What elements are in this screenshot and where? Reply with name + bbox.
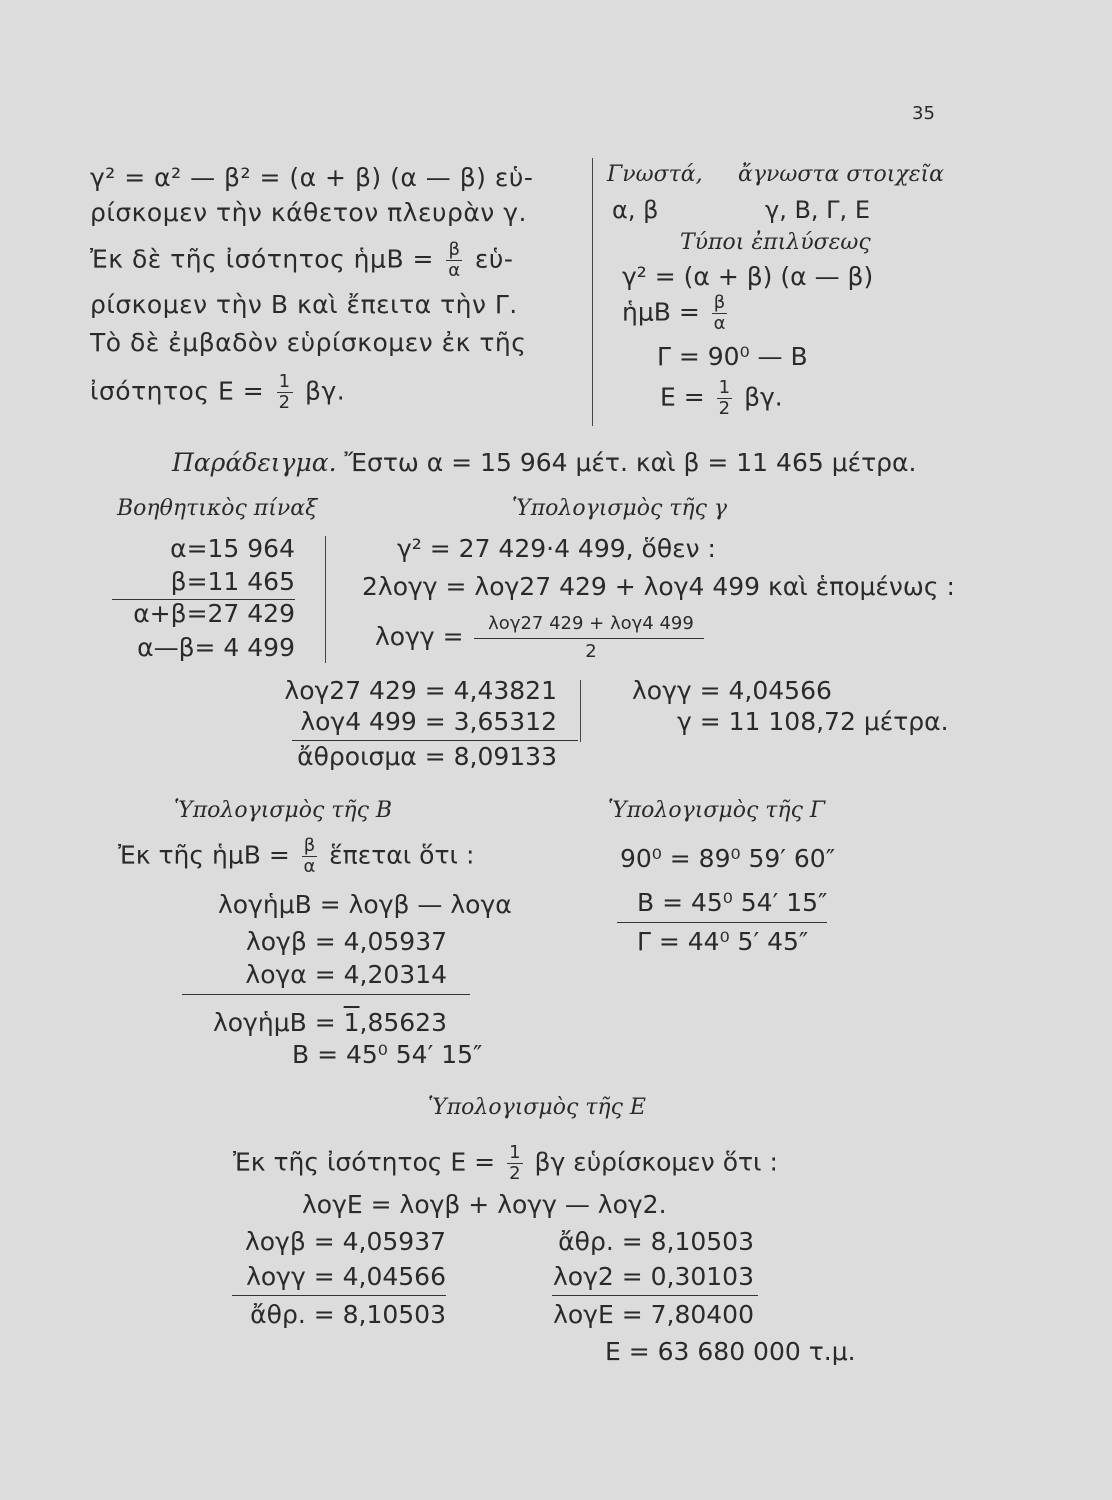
- calc-B-line-1-pre: Ἐκ τῆς ἡμΒ =: [118, 840, 290, 870]
- calc-E-log-E: λογΕ = 7,80400: [553, 1300, 754, 1329]
- calc-E-line-1-pre: Ἐκ τῆς ἰσότητος Ε =: [233, 1147, 496, 1177]
- example-label: Παράδειγμα.: [172, 448, 337, 477]
- fraction-den: 2: [278, 391, 291, 413]
- fraction-num: 1: [509, 1142, 521, 1163]
- known-header: Γνωστά,: [607, 162, 703, 187]
- calc-E-right-rule: [552, 1295, 758, 1296]
- calc-E-left-sum: ἄθρ. = 8,10503: [250, 1300, 446, 1329]
- calc-E-log-2: λογ2 = 0,30103: [552, 1262, 754, 1291]
- fraction-den: α: [448, 259, 461, 281]
- calc-B-title: Ὑπολογισμὸς τῆς Β: [174, 798, 393, 823]
- calc-B-result: Β = 45⁰ 54′ 15″: [292, 1040, 483, 1069]
- calc-E-line-1: [233, 1143, 778, 1184]
- log-sum-rule: [292, 740, 578, 741]
- calc-E-log-beta: λογβ = 4,05937: [244, 1227, 446, 1256]
- calc-B-line-1-post: ἕπεται ὅτι :: [329, 840, 475, 870]
- formula-sinB: [622, 293, 731, 334]
- calc-B-log-sinB: [213, 1008, 447, 1037]
- formula-area-pre: Ε =: [660, 382, 705, 412]
- calc-gamma-fraction-denominator: 2: [585, 641, 597, 662]
- fraction-one-half: [507, 1143, 522, 1184]
- paragraph-line-3-post: εὑ-: [474, 244, 514, 274]
- calc-B-log-alpha: λογα = 4,20314: [245, 960, 447, 989]
- column-divider: [592, 158, 593, 426]
- aux-row-diff: α—β= 4 499: [137, 633, 295, 662]
- calc-gamma-title: Ὑπολογισμὸς τῆς γ: [512, 496, 728, 521]
- fraction-one-half: [277, 372, 293, 413]
- fraction-den: 2: [509, 1162, 521, 1184]
- paragraph-line-5: Τὸ δὲ ἐμβαδὸν εὑρίσκομεν ἐκ τῆς: [90, 328, 527, 357]
- fraction-beta-alpha: [302, 836, 318, 877]
- fraction-num: β: [303, 835, 316, 856]
- formula-area: [660, 378, 783, 419]
- aux-row-beta: β=11 465: [170, 567, 295, 596]
- calc-E-log-gamma: λογγ = 4,04566: [246, 1262, 446, 1291]
- paragraph-line-2: ρίσκομεν τὴν κάθετον πλευρὰν γ.: [90, 198, 527, 227]
- formula-sinB-pre: ἡμΒ =: [622, 297, 700, 327]
- formula-area-post: βγ.: [744, 382, 783, 412]
- paragraph-line-1: γ² = α² — β² = (α + β) (α — β) εὑ-: [90, 163, 534, 192]
- fraction-num: 1: [718, 377, 731, 398]
- log-gamma-result: λογγ = 4,04566: [632, 676, 832, 705]
- paragraph-line-6-post: βγ.: [305, 376, 346, 406]
- log-4499: λογ4 499 = 3,65312: [300, 707, 557, 736]
- calc-gamma-line-3-pre: λογγ =: [375, 622, 464, 651]
- fraction-num: 1: [278, 371, 291, 392]
- aux-table-title: Βοηθητικὸς πίναξ: [117, 496, 318, 521]
- calc-Gamma-rule: [617, 922, 827, 923]
- calc-B-line-1: [118, 836, 474, 877]
- calc-B-log-beta: λογβ = 4,05937: [245, 927, 447, 956]
- log-27429: λογ27 429 = 4,43821: [284, 676, 557, 705]
- calc-B-log-sinB-pre: λογἡμΒ =: [212, 1008, 336, 1037]
- calc-gamma-fraction-numerator: λογ27 429 + λογ4 499: [488, 613, 694, 634]
- fraction-num: β: [713, 292, 726, 313]
- fraction-den: α: [303, 855, 316, 877]
- formula-Gamma: Γ = 90⁰ — Β: [657, 342, 808, 371]
- calc-gamma-fraction-bar: [474, 638, 704, 639]
- fraction-den: α: [713, 312, 726, 334]
- aux-divider: [325, 536, 326, 663]
- paragraph-line-6-pre: ἰσότητος Ε =: [90, 376, 265, 406]
- calc-E-result: Ε = 63 680 000 τ.μ.: [605, 1337, 856, 1366]
- calc-Gamma-result: Γ = 44⁰ 5′ 45″: [637, 927, 809, 956]
- fraction-beta-alpha: [446, 240, 462, 281]
- aux-row-sum: α+β=27 429: [133, 599, 295, 628]
- paragraph-line-4: ρίσκομεν τὴν Β καὶ ἔπειτα τὴν Γ.: [90, 290, 518, 319]
- example-text: Ἔστω α = 15 964 μέτ. καὶ β = 11 465 μέτρα.: [344, 448, 917, 477]
- calc-B-line-2: λογἡμΒ = λογβ — λογα: [218, 890, 512, 919]
- log-sum: ἄθροισμα = 8,09133: [297, 742, 557, 771]
- calc-E-sum: ἄθρ. = 8,10503: [558, 1227, 754, 1256]
- gamma-result: γ = 11 108,72 μέτρα.: [677, 707, 949, 736]
- page-number: 35: [912, 103, 935, 124]
- known-values: α, β: [612, 196, 659, 224]
- calc-B-log-sinB-mantissa: ,85623: [359, 1008, 447, 1037]
- fraction-beta-alpha: [712, 293, 728, 334]
- calc-Gamma-title: Ὑπολογισμὸς τῆς Γ: [608, 798, 826, 823]
- paragraph-line-3: [90, 240, 513, 281]
- calc-E-left-rule: [232, 1295, 446, 1296]
- calc-B-log-sinB-characteristic: 1: [343, 1008, 360, 1037]
- formulas-title: Τύποι ἐπιλύσεως: [680, 230, 871, 255]
- paragraph-line-3-pre: Ἐκ δὲ τῆς ἰσότητος ἡμΒ =: [90, 244, 434, 274]
- calc-Gamma-line-2: Β = 45⁰ 54′ 15″: [637, 888, 828, 917]
- calc-B-rule: [182, 994, 470, 995]
- unknown-values: γ, Β, Γ, Ε: [765, 196, 870, 224]
- calc-E-line-2: λογΕ = λογβ + λογγ — λογ2.: [302, 1190, 667, 1219]
- unknown-header: ἄγνωστα στοιχεῖα: [738, 162, 945, 187]
- paragraph-line-6: [90, 372, 345, 413]
- fraction-num: β: [448, 239, 461, 260]
- calc-gamma-line-2: 2λογγ = λογ27 429 + λογ4 499 καὶ ἑπομένως :: [362, 572, 955, 601]
- formula-gamma-squared: γ² = (α + β) (α — β): [622, 262, 874, 291]
- example-line: [172, 448, 916, 477]
- aux-row-alpha: α=15 964: [170, 534, 295, 563]
- calc-gamma-line-1: γ² = 27 429·4 499, ὅθεν :: [397, 534, 716, 563]
- calc-E-line-1-post: βγ εὑρίσκομεν ὅτι :: [534, 1147, 778, 1177]
- calc-E-title: Ὑπολογισμὸς τῆς Ε: [428, 1095, 646, 1120]
- fraction-den: 2: [718, 397, 731, 419]
- calc-gamma-divider: [580, 680, 581, 742]
- fraction-one-half: [717, 378, 732, 419]
- calc-Gamma-line-1: 90⁰ = 89⁰ 59′ 60″: [620, 844, 836, 873]
